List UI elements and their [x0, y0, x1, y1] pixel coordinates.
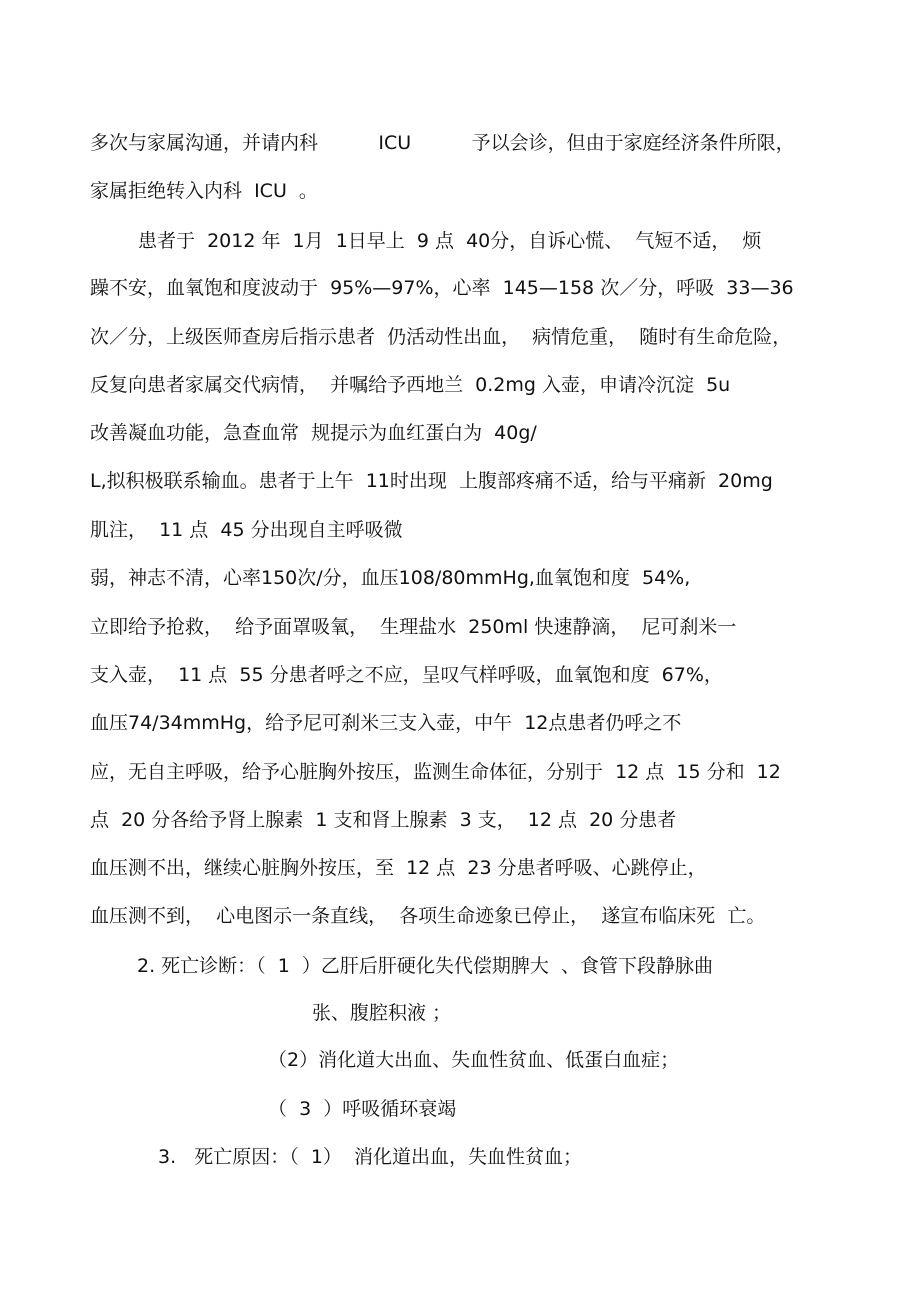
text-line-2: 家属拒绝转入内科 ICU 。	[90, 180, 318, 202]
text-line-13: 血压74/34mmHg，给予尼可刹米三支入壶，中午 12点患者仍呼之不	[90, 712, 682, 734]
text-line-1: 多次与家属沟通，并请内科 ICU 予以会诊，但由于家庭经济条件所限，	[90, 132, 795, 154]
text-line-17: 血压测不到， 心电图示一条直线， 各项生命迹象已停止， 遂宣布临床死 亡。	[90, 905, 766, 927]
death-diagnosis-continuation: 张、腹腔积液 ；	[312, 1002, 452, 1024]
death-diagnosis-heading: 2. 死亡诊断：（ 1 ）乙肝后肝硬化失代偿期脾大 、食管下段静脉曲	[137, 955, 713, 977]
death-cause-heading: 3. 死亡原因：（ 1） 消化道出血，失血性贫血；	[158, 1146, 582, 1168]
text-line-16: 血压测不出，继续心脏胸外按压，至 12 点 23 分患者呼吸、心跳停止，	[90, 857, 707, 879]
text-line-10: 弱，神志不清，心率150次/分，血压108/80mmHg,血氧饱和度 54%,	[90, 567, 691, 589]
text-line-15: 点 20 分各给予肾上腺素 1 支和肾上腺素 3 支， 12 点 20 分患者	[90, 809, 677, 831]
text-line-5: 次／分，上级医师查房后指示患者 仍活动性出血， 病情危重， 随时有生命危险，	[90, 326, 792, 348]
text-line-3: 患者于 2012 年 1月 1日早上 9 点 40分，自诉心慌、 气短不适， 烦	[138, 230, 762, 252]
text-line-4: 躁不安，血氧饱和度波动于 95%—97%，心率 145—158 次／分，呼吸 33—36	[90, 277, 794, 299]
text-line-9: 肌注， 11 点 45 分出现自主呼吸微	[90, 519, 403, 541]
death-diagnosis-item-2: （2）消化道大出血、失血性贫血、低蛋白血症；	[268, 1049, 680, 1071]
text-line-12: 支入壶， 11 点 55 分患者呼之不应，呈叹气样呼吸，血氧饱和度 67%，	[90, 664, 723, 686]
text-line-11: 立即给予抢救， 给予面罩吸氧， 生理盐水 250ml 快速静滴， 尼可刹米一	[90, 616, 737, 638]
text-line-14: 应，无自主呼吸，给予心脏胸外按压，监测生命体征，分别于 12 点 15 分和 12	[90, 761, 781, 783]
text-line-8: L,拟积极联系输血。患者于上午 11时出现 上腹部疼痛不适，给与平痛新 20mg	[90, 470, 773, 492]
text-line-6: 反复向患者家属交代病情， 并嘱给予西地兰 0.2mg 入壶，申请冷沉淀 5u	[90, 374, 731, 396]
text-line-7: 改善凝血功能，急查血常 规提示为血红蛋白为 40g/	[90, 422, 537, 444]
death-diagnosis-item-3: （ 3 ）呼吸循环衰竭	[268, 1098, 457, 1120]
